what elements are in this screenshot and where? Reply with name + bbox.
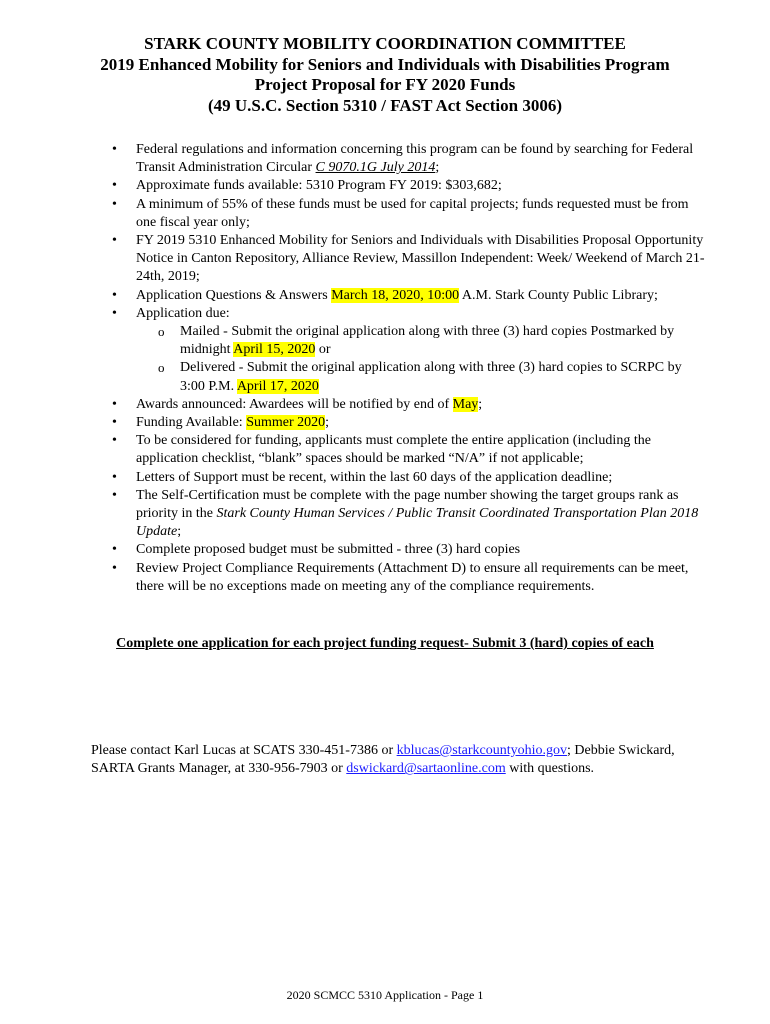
list-item: • Complete proposed budget must be submitted - three (3) hard copies	[108, 541, 708, 559]
email-link-kblucas[interactable]: kblucas@starkcountyohio.gov	[396, 743, 567, 758]
list-item: • Awards announced: Awardees will be notified by end of May;	[108, 396, 708, 414]
highlighted-date: May	[452, 396, 479, 412]
title-line-2: 2019 Enhanced Mobility for Seniors and Individuals with Disabilities Program	[100, 54, 670, 74]
contact-paragraph: Please contact Karl Lucas at SCATS 330-451-7386 or kblucas@starkcountyohio.gov; Debbie Swickard, SARTA Grants Manager, at 330-956-7903 or dswickard@sartaonline.com with questions.	[91, 743, 675, 777]
list-item: • The Self-Certification must be complete with the page number showing the target groups rank as priority in the Stark County Human Services / Public Transit Coordinated Transportation Plan 2018 Update;	[108, 487, 708, 542]
circular-link[interactable]: C 9070.1G July 2014	[315, 160, 436, 176]
title-line-3: Project Proposal for FY 2020 Funds	[254, 75, 516, 94]
title-line-4: (49 U.S.C. Section 5310 / FAST Act Section 3006)	[207, 95, 562, 115]
requirements-list	[108, 141, 708, 596]
highlighted-date: April 15, 2020	[233, 342, 316, 358]
list-item: • Letters of Support must be recent, within the last 60 days of the application deadline;	[108, 469, 708, 487]
list-item: • To be considered for funding, applicants must complete the entire application (including the application checklist, “blank” spaces should be marked “N/A” if not applicable;	[108, 432, 708, 468]
list-item: • Review Project Compliance Requirements (Attachment D) to ensure all requirements can be meet, there will be no exceptions made on meeting any of the compliance requirements.	[108, 560, 708, 596]
list-item: • Approximate funds available: 5310 Program FY 2019: $303,682;	[108, 177, 708, 195]
sub-list-item: o Mailed - Submit the original application along with three (3) hard copies Postmarked by midnight April 15, 2020 or	[136, 323, 708, 359]
page-footer: 2020 SCMCC 5310 Application - Page 1	[286, 988, 484, 1002]
plan-title: Stark County Human Services / Public Transit Coordinated Transportation Plan 2018 Update	[136, 506, 699, 540]
highlighted-date: Summer 2020	[246, 415, 326, 431]
list-item: • FY 2019 5310 Enhanced Mobility for Seniors and Individuals with Disabilities Proposal Opportunity Notice in Canton Repository, Alliance Review, Massillon Independent: Week/ Weekend of March 21-24th, 2019;	[108, 232, 708, 287]
list-item: • A minimum of 55% of these funds must be used for capital projects; funds requested must be from one fiscal year only;	[108, 196, 708, 232]
list-item: • Application Questions & Answers March 18, 2020, 10:00 A.M. Stark County Public Library;	[108, 287, 708, 305]
highlighted-date: March 18, 2020, 10:00	[331, 287, 460, 303]
submit-instruction: Complete one application for each project funding request- Submit 3 (hard) copies of each	[116, 636, 654, 651]
highlighted-date: April 17, 2020	[236, 378, 319, 394]
sub-list-item: o Delivered - Submit the original application along with three (3) hard copies to SCRPC by 3:00 P.M. April 17, 2020	[136, 359, 708, 395]
list-item: • Application due: o Mailed - Submit the original application along with three (3) hard copies Postmarked by midnight April 15, 2020 or o Delivered - Submit the original application along with three (3) hard copies to SCRPC by 3:00 P.M. April 17, 2020	[108, 305, 708, 396]
title-line-1: STARK COUNTY MOBILITY COORDINATION COMMITTEE	[144, 34, 626, 53]
list-item: • Funding Available: Summer 2020;	[108, 414, 708, 432]
sub-list	[136, 323, 708, 396]
document-title	[40, 34, 730, 116]
email-link-dswickard[interactable]: dswickard@sartaonline.com	[346, 761, 506, 777]
list-item: • Federal regulations and information concerning this program can be found by searching for Federal Transit Administration Circular C 9070.1G July 2014;	[108, 141, 708, 177]
